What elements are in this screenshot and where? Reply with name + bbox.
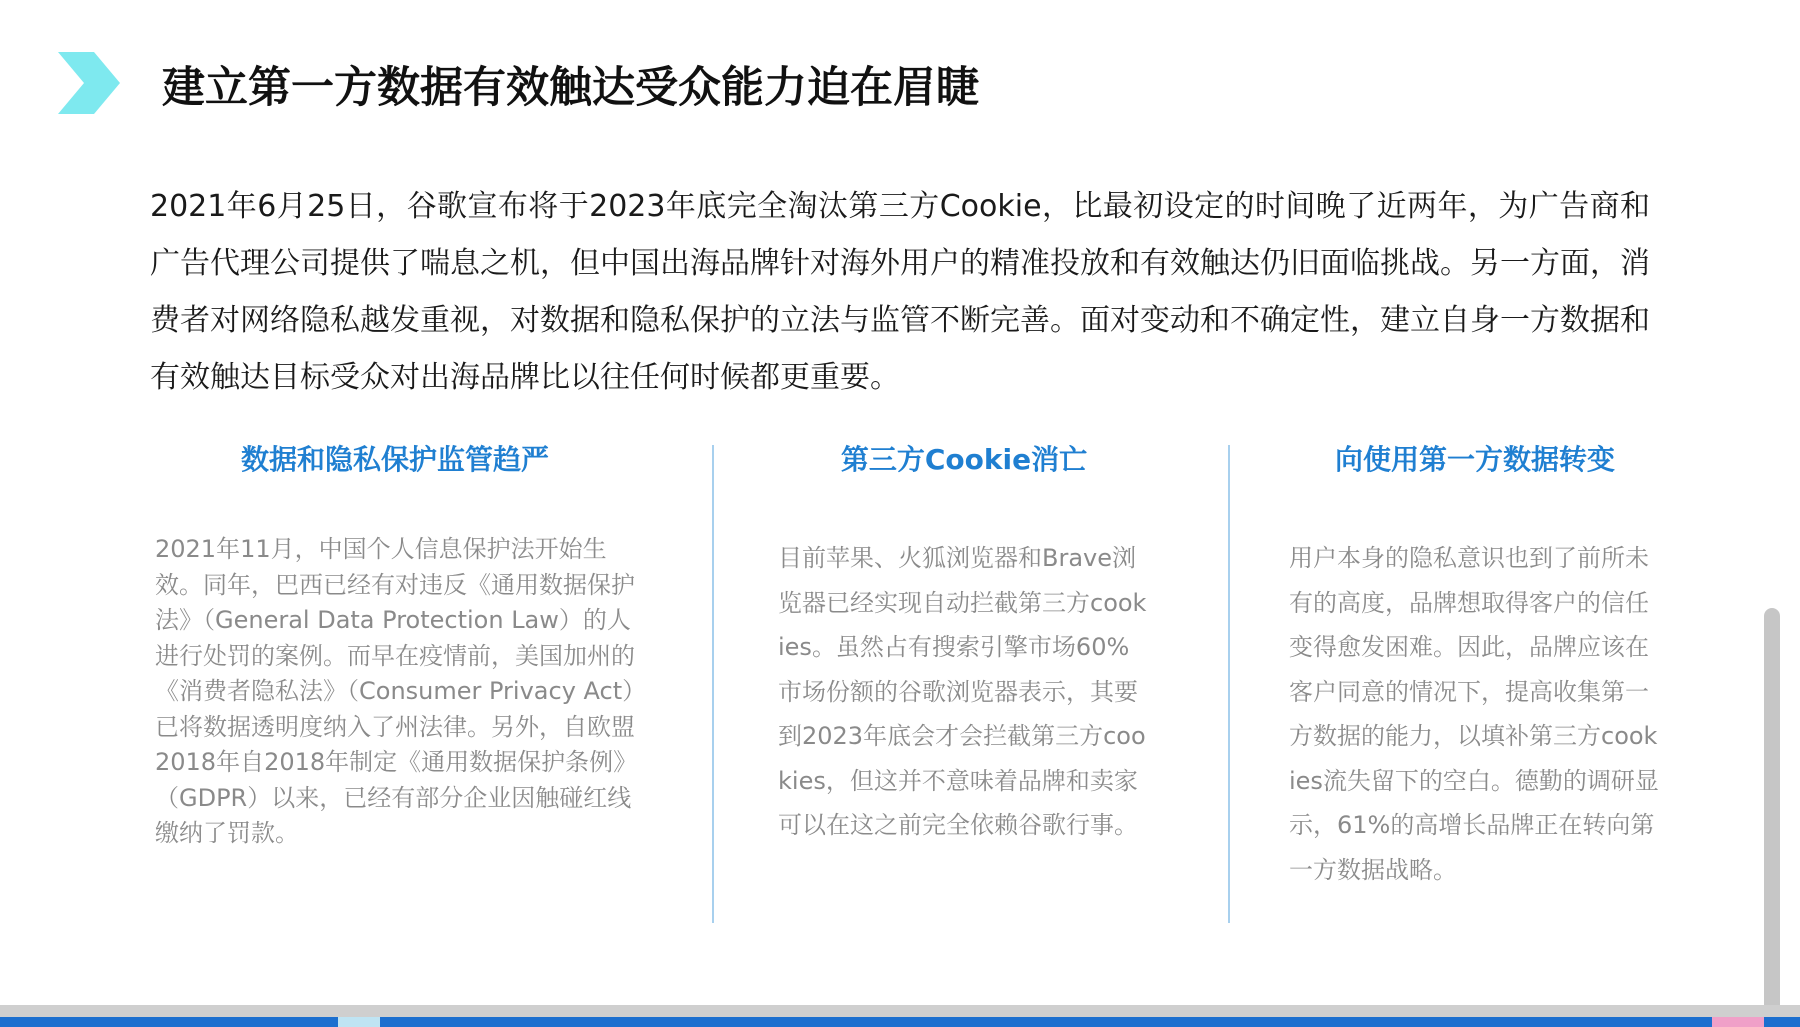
column-first-party-data — [1289, 440, 1661, 892]
column-divider — [1228, 445, 1230, 923]
column-title: 第三方Cookie消亡 — [840, 443, 1088, 476]
scrollbar-thumb[interactable] — [1764, 608, 1780, 1027]
bottom-bar-marker — [338, 1017, 380, 1027]
column-body: 2021年11月，中国个人信息保护法开始生效。同年，巴西已经有对违反《通用数据保护法》（General Data Protection Law）的人进行处罚的案例。而早在疫情前，美国加州的《消费者隐私法》（Consumer Privacy Act）已将数据透明度纳入了州法律。另外，自欧盟2018年自2018年制定《通用数据保护条例》（GDPR）以来，已经有部分企业因触碰红线缴纳了罚款。 — [155, 535, 635, 847]
column-title: 数据和隐私保护监管趋严 — [240, 443, 549, 476]
column-body: 用户本身的隐私意识也到了前所未有的高度，品牌想取得客户的信任变得愈发困难。因此，品牌应该在客户同意的情况下，提高收集第一方数据的能力，以填补第三方cookies流失留下的空白。德勤的调研显示，61%的高增长品牌正在转向第一方数据战略。 — [1289, 544, 1659, 884]
bottom-bar — [0, 1017, 1800, 1027]
column-title: 向使用第一方数据转变 — [1334, 443, 1615, 476]
bottom-track — [0, 1005, 1800, 1017]
bottom-bar-accent — [1712, 1017, 1764, 1027]
column-privacy-regulation — [155, 440, 635, 852]
chevron-right-icon — [58, 52, 120, 114]
column-body: 目前苹果、火狐浏览器和Brave浏览器已经实现自动拦截第三方cookies。虽然占有搜索引擎市场60%市场份额的谷歌浏览器表示，其要到2023年底会才会拦截第三方cookies，但这并不意味着品牌和卖家可以在这之前完全依赖谷歌行事。 — [778, 544, 1147, 839]
column-third-party-cookie — [778, 440, 1150, 848]
page-title: 建立第一方数据有效触达受众能力迫在眉睫 — [162, 63, 979, 113]
column-divider — [712, 445, 714, 923]
intro-paragraph: 2021年6月25日，谷歌宣布将于2023年底完全淘汰第三方Cookie，比最初设定的时间晚了近两年，为广告商和广告代理公司提供了喘息之机，但中国出海品牌针对海外用户的精准投放和有效触达仍旧面临挑战。另一方面，消费者对网络隐私越发重视，对数据和隐私保护的立法与监管不断完善。面对变动和不确定性，建立自身一方数据和有效触达目标受众对出海品牌比以往任何时候都更重要。 — [150, 189, 1650, 395]
